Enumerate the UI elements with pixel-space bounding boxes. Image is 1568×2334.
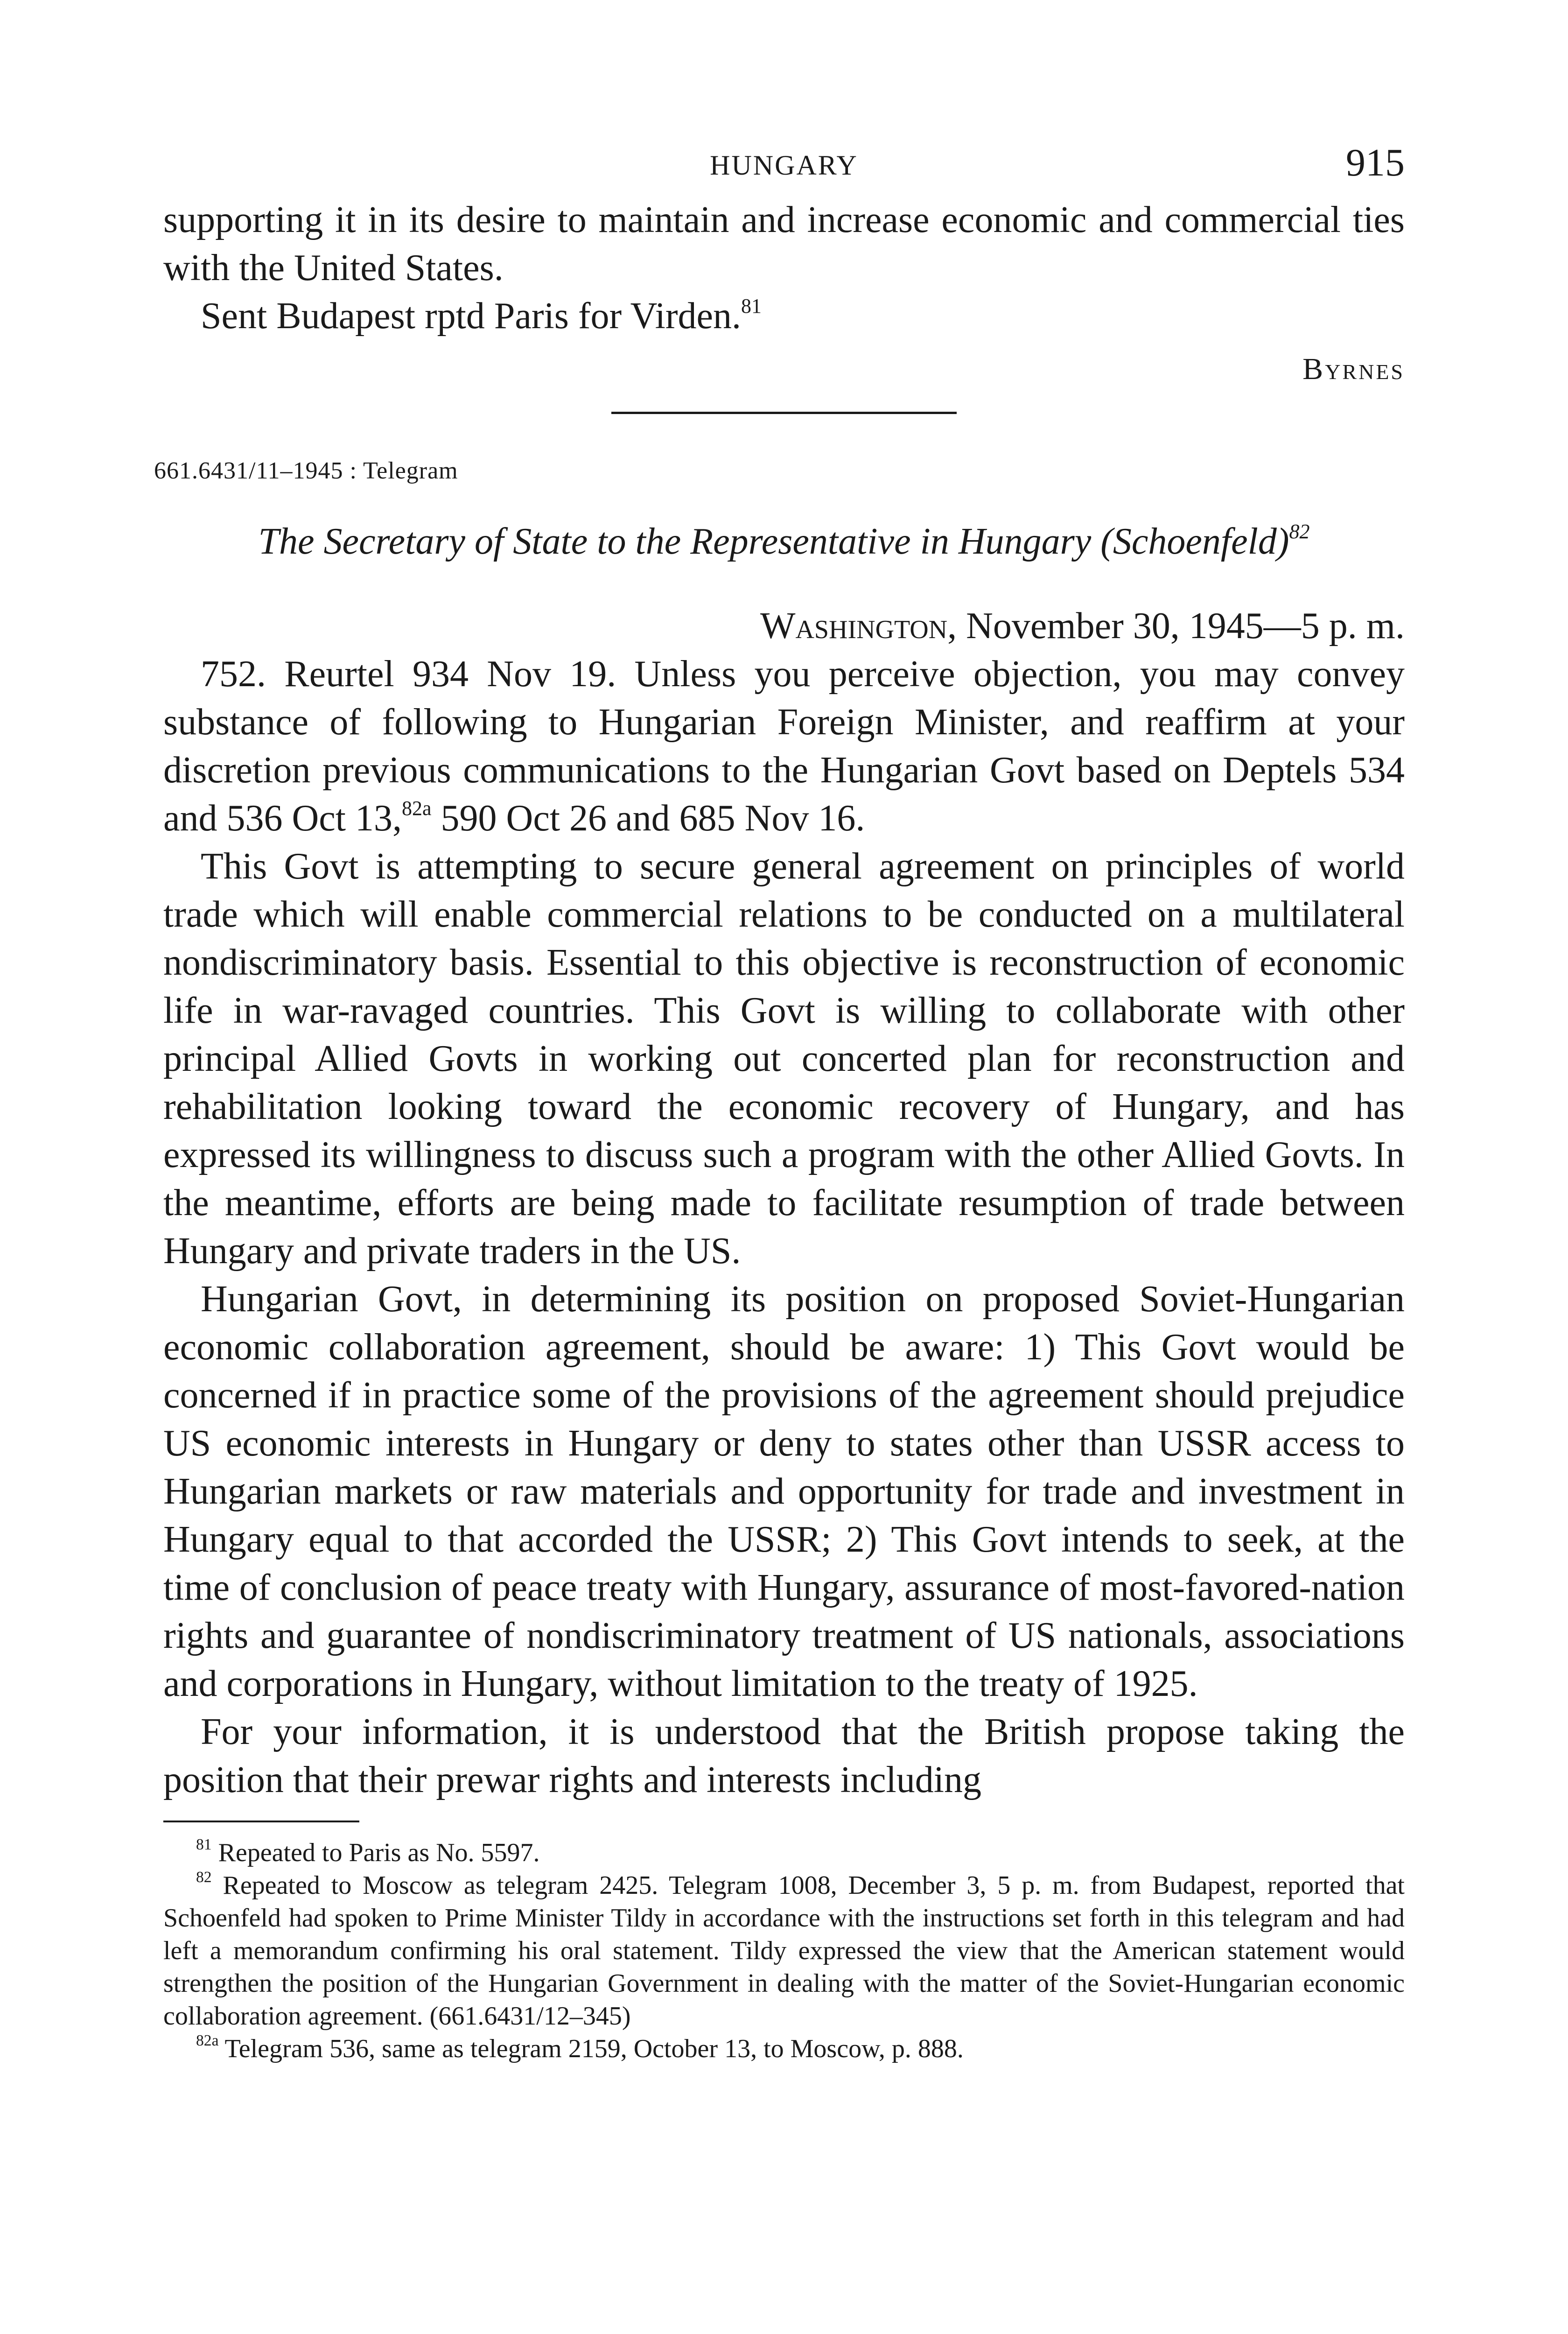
- section-divider: [611, 412, 957, 414]
- footnote-ref-82: 82: [1289, 520, 1310, 543]
- sent-text: Sent Budapest rptd Paris for Virden.: [201, 295, 742, 337]
- sent-line: [163, 292, 1405, 340]
- footnote-82a: [163, 2032, 1405, 2065]
- footnote-text: Telegram 536, same as telegram 2159, October 13, to Moscow, p. 888.: [218, 2034, 964, 2063]
- footnote-mark: 82: [196, 1868, 212, 1886]
- signature: Byrnes: [1302, 352, 1405, 386]
- body-text: [154, 196, 1405, 1804]
- paragraph-2: This Govt is attempting to secure general agreement on principles of world trade which will enable commercial relations to be conducted on a multilateral nondiscriminatory basis. Essential to this objective is reconstruction of economic life in war-ravaged countries. This Govt is willing to collaborate with other principal Allied Govts in working out concerted plan for reconstruction and rehabilitation looking toward the economic recovery of Hungary, and has expressed its willingness to discuss such a program with the other Allied Govts. In the meantime, efforts are being made to facilitate resumption of trade between Hungary and private traders in the US.: [163, 846, 1405, 1272]
- paragraph-1-text-a: 752. Reurtel 934 Nov 19. Unless you perceive objection, you may convey substance of following to Hungarian Foreign Minister, and reaffirm at your discretion previous communications to the Hungarian Govt based on Deptels 534 and 536 Oct 13,: [163, 654, 1405, 839]
- document-page: [154, 140, 1405, 2065]
- file-reference: 661.6431/11–1945 : Telegram: [154, 457, 458, 484]
- footnote-ref-82a: 82a: [402, 797, 432, 820]
- footnote-ref-81: 81: [741, 295, 762, 317]
- continued-paragraph: supporting it in its desire to maintain and increase economic and commercial ties with the United States.: [163, 199, 1405, 288]
- paragraph-1-text-b: 590 Oct 26 and 685 Nov 16.: [431, 798, 865, 839]
- footnote-text: Repeated to Moscow as telegram 2425. Telegram 1008, December 3, 5 p. m. from Budapest, reported that Schoenfeld had spoken to Prime Minister Tildy in accordance with the instructions set forth in this telegram and had left a memorandum confirming his oral statement. Tildy expressed the view that the American statement would strengthen the position of the Hungarian Government in dealing with the matter of the Soviet-Hungarian economic collaboration agreement. (661.6431/12–345): [163, 1871, 1405, 2031]
- dateline: [163, 602, 1405, 650]
- page-number: 915: [1346, 141, 1405, 184]
- document-title-text: The Secretary of State to the Representative in Hungary (Schoenfeld): [258, 521, 1289, 562]
- paragraph-1: [163, 650, 1405, 843]
- document-title: [163, 518, 1405, 565]
- paragraph-4: For your information, it is understood that the British propose taking the position that their prewar rights and interests including: [163, 1711, 1405, 1800]
- footnote-divider: [163, 1821, 359, 1822]
- running-head: HUNGARY: [710, 150, 858, 181]
- footnote-text: Repeated to Paris as No. 5597.: [211, 1838, 540, 1867]
- dateline-place: Washington,: [760, 605, 957, 647]
- footnote-mark: 81: [196, 1835, 212, 1853]
- page-header: [163, 140, 1405, 196]
- footnotes: [163, 1836, 1405, 2065]
- footnote-82: [163, 1869, 1405, 2032]
- dateline-date: November 30, 1945—5 p. m.: [957, 605, 1405, 647]
- footnote-mark: 82a: [196, 2032, 219, 2049]
- paragraph-3: Hungarian Govt, in determining its position on proposed Soviet-Hungarian economic collaboration agreement, should be aware: 1) This Govt would be concerned if in practice some of the provisions of the agreement should prejudice US economic interests in Hungary or deny to states other than USSR access to Hungarian markets or raw materials and opportunity for trade and investment in Hungary equal to that accorded the USSR; 2) This Govt intends to seek, at the time of conclusion of peace treaty with Hungary, assurance of most-favored-nation rights and guarantee of nondiscriminatory treatment of US nationals, associations and corporations in Hungary, without limitation to the treaty of 1925.: [163, 1279, 1405, 1704]
- footnote-81: [163, 1836, 1405, 1869]
